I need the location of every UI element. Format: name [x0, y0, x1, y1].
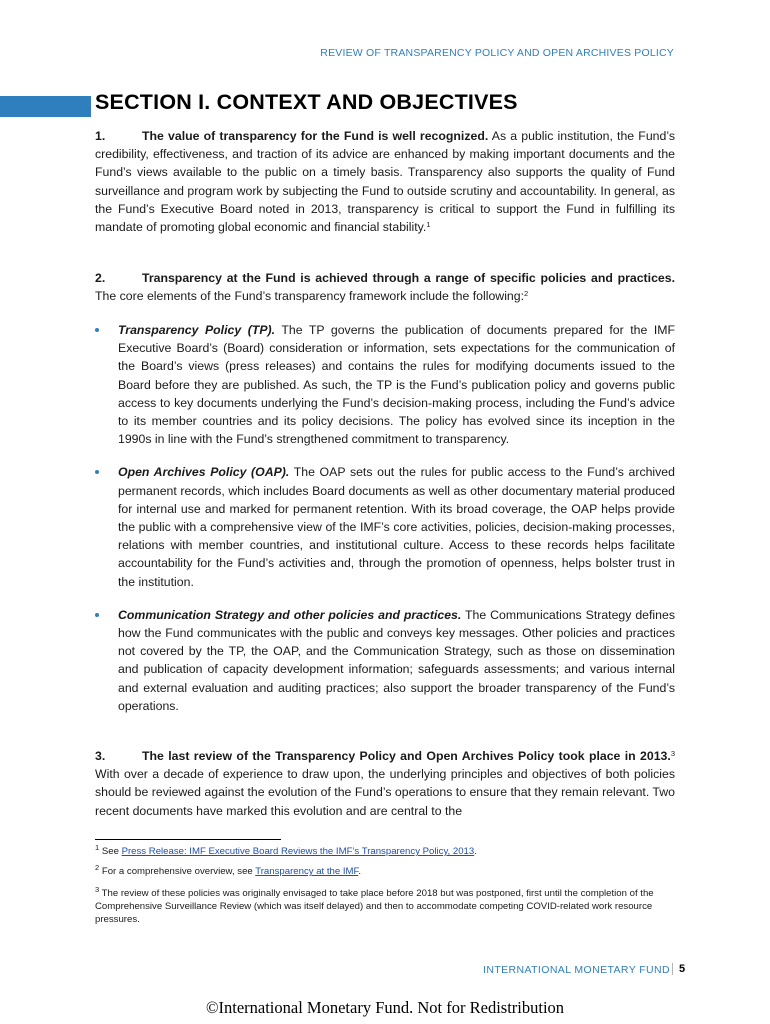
- footnote-ref-3[interactable]: 3: [670, 749, 675, 758]
- footnote-1: [95, 843, 675, 859]
- footnote-mark: 3: [95, 885, 100, 894]
- footnote-ref-1[interactable]: 1: [426, 220, 431, 230]
- page-number: 5: [672, 963, 694, 975]
- footnote-prefix: See: [99, 846, 122, 857]
- bullet-text: The TP governs the publication of documents prepared for the IMF Executive Board’s (Board) consideration or information, sets expectations for the communication of the Board’s views (press releases) and contains the rules for modifying documents issued to the Board before they are published. As such, the TP is the Fund’s publication policy and governs public access to key documents underlying the Fund’s decision-making process, including the Fund’s advice to its member countries and its policy decisions. The policy has evolved since its inception in the 1990s in line with the Fund’s strengthened commitment to transparency.: [118, 323, 676, 447]
- paragraph-text: The core elements of the Fund’s transparency framework include the following:: [95, 289, 525, 304]
- paragraph-number: 2.: [95, 271, 106, 285]
- paragraph-lead: The last review of the Transparency Policy and Open Archives Policy took place in 2013.: [142, 749, 671, 763]
- running-header: REVIEW OF TRANSPARENCY POLICY AND OPEN ARCHIVES POLICY: [320, 47, 674, 59]
- footnote-3: [95, 885, 675, 926]
- press-release-link[interactable]: Press Release: IMF Executive Board Reviews the IMF’s Transparency Policy, 2013: [121, 846, 475, 857]
- footnote-mark: 1: [95, 843, 100, 852]
- running-footer: INTERNATIONAL MONETARY FUND: [483, 964, 670, 976]
- footnote-divider: [95, 839, 281, 840]
- footnote-ref-2[interactable]: 2: [524, 289, 529, 299]
- bullet-communication-strategy: [95, 606, 675, 715]
- paragraph-text: As a public institution, the Fund’s credibility, effectiveness, and traction of its advice are enhanced by making important documents and the Fund’s views available to the public on a timely basis. Transparency also supports the quality of Fund surveillance and program work by subjecting the Fund to outside scrutiny and accountability. In general, as the Fund’s Executive Board noted in 2013, transparency is critical to support the Fund in fulfilling its mandate of promoting global economic and financial stability.: [95, 129, 675, 235]
- footnote-suffix: .: [474, 846, 477, 857]
- bullet-term: Communication Strategy and other policies and practices.: [118, 607, 462, 622]
- bullet-term: Open Archives Policy (OAP).: [118, 465, 290, 480]
- paragraph-lead: Transparency at the Fund is achieved through a range of specific policies and practices.: [142, 271, 675, 285]
- transparency-at-imf-link[interactable]: Transparency at the IMF: [255, 866, 359, 877]
- bullet-text: The OAP sets out the rules for public access to the Fund’s archived permanent records, which includes Board documents as well as other documentary material produced for internal use and marked for permanent retention. With its broad coverage, the OAP helps provide the public with a comprehensive view of the IMF’s core activities, policies, decision-making processes, relations with member countries, and institutional culture. Access to these records helps facilitate accountability for the Fund’s activities and, through the promotion of openness, helps bolster trust in the institution.: [118, 465, 675, 589]
- footnote-text: The review of these policies was originally envisaged to take place before 2018 but was postponed, first until the completion of the Comprehensive Surveillance Review (which was itself delayed) and then to accommodate competing COVID-related work resource pressures.: [95, 888, 654, 925]
- paragraph-number: 3.: [95, 749, 106, 763]
- paragraph-2: [95, 269, 675, 305]
- footnote-suffix: .: [358, 866, 361, 877]
- bullet-icon: [95, 470, 99, 474]
- footnote-prefix: For a comprehensive overview, see: [99, 866, 256, 877]
- footnote-mark: 2: [95, 863, 100, 872]
- paragraph-lead: The value of transparency for the Fund is well recognized.: [142, 129, 489, 143]
- bullet-text: The Communications Strategy defines how the Fund communicates with the public and conveys key messages. Other policies and practices not covered by the TP, the OAP, and the Communication Strategy, such as those on dissemination and publication of capacity development information; safeguards assessments; and various internal and external evaluation and auditing practices; also support the broader transparency of the Fund’s operations.: [118, 607, 675, 713]
- bullet-icon: [95, 613, 99, 617]
- policy-bullet-list: [95, 321, 675, 730]
- footnote-2: [95, 863, 675, 879]
- section-title: SECTION I. CONTEXT AND OBJECTIVES: [95, 90, 518, 114]
- bullet-open-archives-policy: [95, 463, 675, 590]
- paragraph-3: [95, 747, 675, 820]
- paragraph-text: With over a decade of experience to draw upon, the underlying principles and objectives of both policies should be reviewed against the evolution of the Fund’s operations to ensure that they remain relevant. Two recent documents have marked this evolution and are central to the: [95, 767, 675, 818]
- bullet-icon: [95, 328, 99, 332]
- redistribution-watermark: ©International Monetary Fund. Not for Redistribution: [205, 998, 565, 1017]
- bullet-transparency-policy: [95, 321, 675, 448]
- paragraph-number: 1.: [95, 129, 106, 143]
- bullet-term: Transparency Policy (TP).: [118, 323, 276, 337]
- section-accent-bar: [0, 96, 91, 117]
- paragraph-1: [95, 127, 675, 236]
